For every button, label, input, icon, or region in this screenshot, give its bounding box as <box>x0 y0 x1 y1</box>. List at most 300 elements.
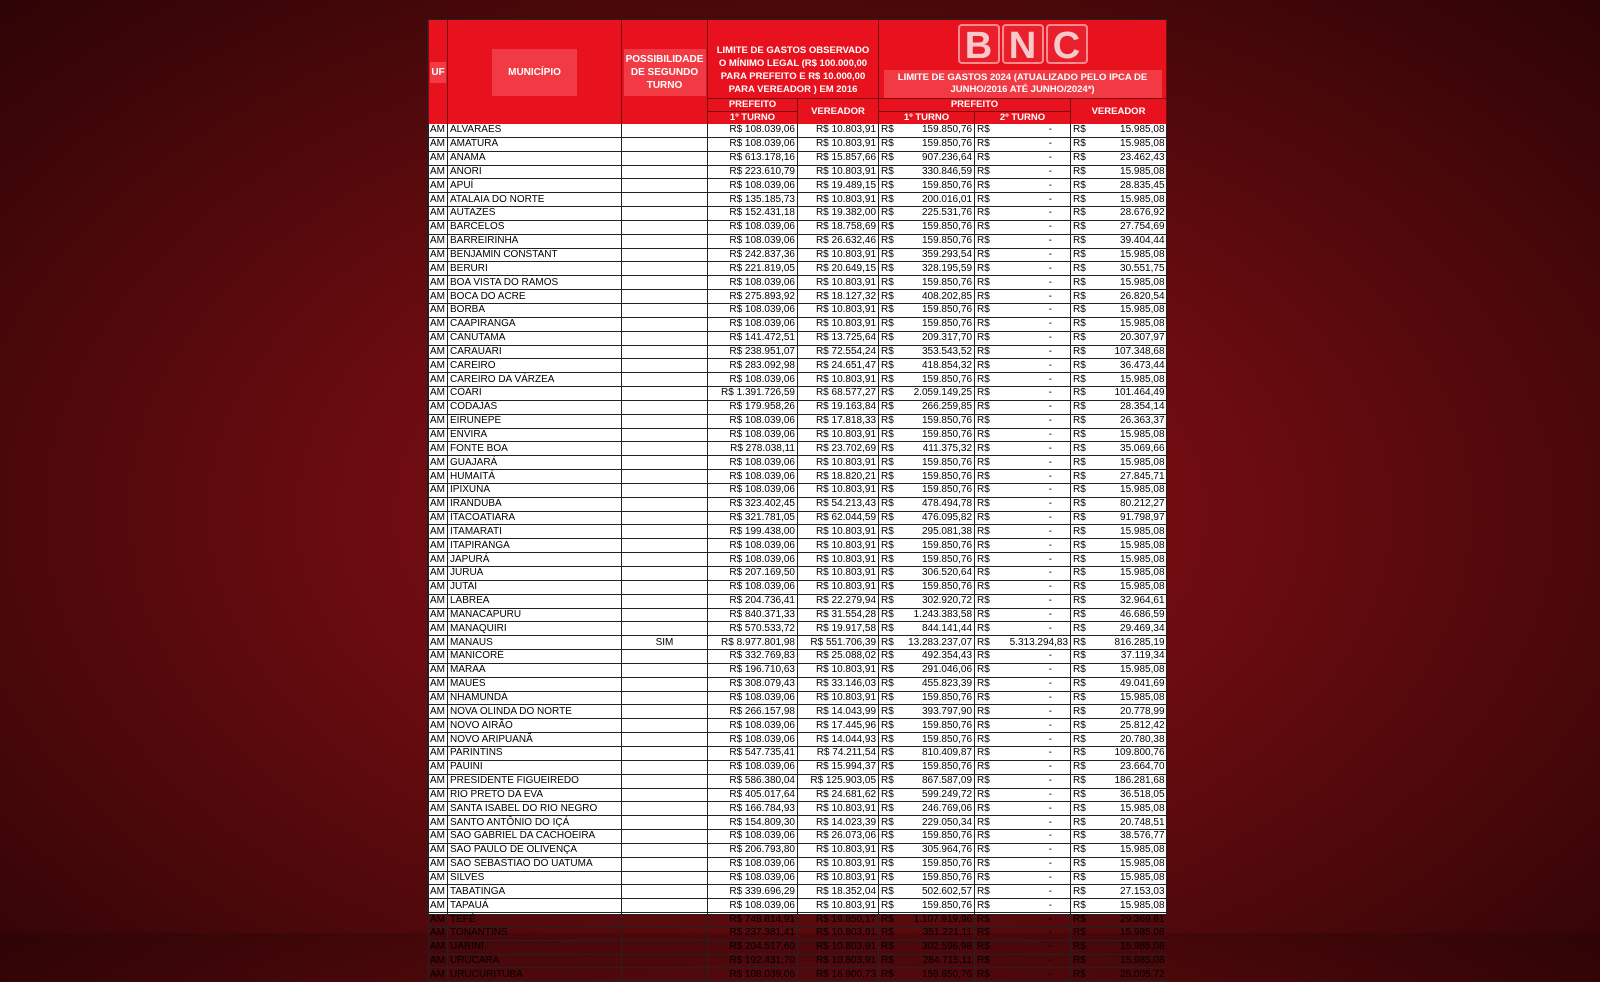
cell-municipio: LÁBREA <box>448 594 622 608</box>
cell-prefeito-turno2-2024: - <box>995 733 1071 747</box>
header-prefeito-2024: PREFEITO <box>879 99 1071 112</box>
cell-vereador-2024: 49.041,69 <box>1091 677 1167 691</box>
cell-uf: AM <box>429 705 448 719</box>
cell-currency: R$ <box>975 954 995 968</box>
cell-vereador-2024: 29.369,61 <box>1091 913 1167 927</box>
cell-vereador-2024: 32.964,61 <box>1091 594 1167 608</box>
cell-vereador-2024: 15.985,08 <box>1091 691 1167 705</box>
cell-currency: R$ <box>975 857 995 871</box>
table-row <box>429 400 1167 414</box>
cell-currency: R$ <box>879 622 899 636</box>
cell-uf: AM <box>429 345 448 359</box>
cell-uf: AM <box>429 234 448 248</box>
cell-currency: R$ <box>1071 830 1091 844</box>
cell-prefeito-turno2-2024: - <box>995 303 1071 317</box>
cell-currency: R$ <box>1071 705 1091 719</box>
table-row <box>429 511 1167 525</box>
cell-vereador-2024: 23.664,70 <box>1091 760 1167 774</box>
table-body <box>429 124 1167 982</box>
cell-currency: R$ <box>975 663 995 677</box>
cell-segundo-turno <box>622 830 708 844</box>
cell-currency: R$ <box>1071 220 1091 234</box>
cell-municipio: COARI <box>448 387 622 401</box>
cell-prefeito-2016: R$ 108.039,06 <box>708 179 798 193</box>
cell-prefeito-turno1-2024: 284.715,11 <box>899 954 975 968</box>
cell-vereador-2016: R$ 19.850,17 <box>798 913 879 927</box>
table-row <box>429 553 1167 567</box>
cell-currency: R$ <box>1071 290 1091 304</box>
cell-vereador-2016: R$ 10.803,91 <box>798 802 879 816</box>
cell-vereador-2016: R$ 19.917,58 <box>798 622 879 636</box>
cell-vereador-2024: 20.307,97 <box>1091 331 1167 345</box>
cell-segundo-turno <box>622 124 708 137</box>
cell-vereador-2024: 25.005,72 <box>1091 968 1167 982</box>
table-header <box>429 20 1167 124</box>
cell-municipio: MAUÉS <box>448 677 622 691</box>
header-segundo-turno: POSSIBILIDADE DE SEGUNDO TURNO <box>622 20 708 124</box>
table-row <box>429 303 1167 317</box>
cell-uf: AM <box>429 580 448 594</box>
cell-prefeito-2016: R$ 108.039,06 <box>708 857 798 871</box>
cell-segundo-turno <box>622 567 708 581</box>
cell-segundo-turno <box>622 400 708 414</box>
cell-currency: R$ <box>1071 303 1091 317</box>
cell-vereador-2016: R$ 17.818,33 <box>798 414 879 428</box>
cell-prefeito-2016: R$ 108.039,06 <box>708 303 798 317</box>
cell-currency: R$ <box>1071 594 1091 608</box>
cell-prefeito-turno2-2024: - <box>995 843 1071 857</box>
cell-prefeito-turno2-2024: - <box>995 151 1071 165</box>
cell-vereador-2016: R$ 24.651,47 <box>798 359 879 373</box>
table-row <box>429 816 1167 830</box>
cell-vereador-2024: 15.985,08 <box>1091 456 1167 470</box>
table-row <box>429 151 1167 165</box>
cell-vereador-2016: R$ 10.803,91 <box>798 525 879 539</box>
cell-vereador-2024: 30.551,75 <box>1091 262 1167 276</box>
cell-currency: R$ <box>1071 857 1091 871</box>
cell-vereador-2016: R$ 22.279,94 <box>798 594 879 608</box>
cell-vereador-2016: R$ 72.554,24 <box>798 345 879 359</box>
cell-uf: AM <box>429 248 448 262</box>
cell-prefeito-turno1-2024: 200.016,01 <box>899 193 975 207</box>
cell-vereador-2016: R$ 24.681,62 <box>798 788 879 802</box>
table-row <box>429 290 1167 304</box>
cell-municipio: CANUTAMA <box>448 331 622 345</box>
cell-currency: R$ <box>975 691 995 705</box>
cell-segundo-turno <box>622 317 708 331</box>
cell-vereador-2016: R$ 125.903,05 <box>798 774 879 788</box>
cell-currency: R$ <box>975 331 995 345</box>
cell-municipio: TONANTINS <box>448 926 622 940</box>
cell-municipio: BOCA DO ACRE <box>448 290 622 304</box>
cell-currency: R$ <box>879 137 899 151</box>
cell-prefeito-turno1-2024: 159.850,76 <box>899 553 975 567</box>
cell-prefeito-turno1-2024: 159.850,76 <box>899 276 975 290</box>
cell-currency: R$ <box>879 553 899 567</box>
cell-currency: R$ <box>975 483 995 497</box>
cell-vereador-2016: R$ 26.073,06 <box>798 830 879 844</box>
cell-vereador-2024: 26.820,54 <box>1091 290 1167 304</box>
cell-currency: R$ <box>1071 843 1091 857</box>
cell-currency: R$ <box>879 650 899 664</box>
cell-municipio: APUÍ <box>448 179 622 193</box>
cell-prefeito-turno1-2024: 159.850,76 <box>899 303 975 317</box>
cell-uf: AM <box>429 303 448 317</box>
cell-segundo-turno <box>622 553 708 567</box>
cell-prefeito-turno1-2024: 810.409,87 <box>899 746 975 760</box>
cell-prefeito-turno1-2024: 159.850,76 <box>899 414 975 428</box>
table-row <box>429 622 1167 636</box>
cell-prefeito-turno1-2024: 159.850,76 <box>899 733 975 747</box>
cell-vereador-2016: R$ 10.803,91 <box>798 580 879 594</box>
cell-currency: R$ <box>879 802 899 816</box>
cell-prefeito-turno2-2024: - <box>995 414 1071 428</box>
cell-prefeito-2016: R$ 108.039,06 <box>708 124 798 137</box>
table-row <box>429 442 1167 456</box>
cell-prefeito-2016: R$ 275.893,92 <box>708 290 798 304</box>
cell-prefeito-2016: R$ 1.391.726,59 <box>708 387 798 401</box>
cell-segundo-turno <box>622 359 708 373</box>
cell-currency: R$ <box>879 594 899 608</box>
cell-municipio: PAUINI <box>448 760 622 774</box>
cell-currency: R$ <box>975 802 995 816</box>
table-row <box>429 317 1167 331</box>
cell-prefeito-turno1-2024: 159.850,76 <box>899 234 975 248</box>
cell-currency: R$ <box>1071 193 1091 207</box>
table-row <box>429 857 1167 871</box>
cell-prefeito-turno2-2024: - <box>995 802 1071 816</box>
cell-prefeito-turno1-2024: 159.850,76 <box>899 456 975 470</box>
cell-vereador-2016: R$ 10.803,91 <box>798 276 879 290</box>
cell-currency: R$ <box>879 456 899 470</box>
cell-uf: AM <box>429 124 448 137</box>
cell-prefeito-turno1-2024: 353.543,52 <box>899 345 975 359</box>
table-row <box>429 954 1167 968</box>
cell-currency: R$ <box>879 580 899 594</box>
cell-prefeito-turno1-2024: 159.850,76 <box>899 179 975 193</box>
cell-prefeito-turno1-2024: 408.202,85 <box>899 290 975 304</box>
cell-currency: R$ <box>975 636 995 650</box>
cell-currency: R$ <box>975 470 995 484</box>
cell-prefeito-turno2-2024: 5.313.294,83 <box>995 636 1071 650</box>
cell-vereador-2024: 27.754,69 <box>1091 220 1167 234</box>
cell-currency: R$ <box>879 746 899 760</box>
cell-vereador-2016: R$ 62.044,59 <box>798 511 879 525</box>
cell-vereador-2016: R$ 18.758,69 <box>798 220 879 234</box>
table-row <box>429 719 1167 733</box>
cell-prefeito-2016: R$ 223.610,79 <box>708 165 798 179</box>
cell-vereador-2024: 27.845,71 <box>1091 470 1167 484</box>
cell-currency: R$ <box>975 456 995 470</box>
cell-uf: AM <box>429 594 448 608</box>
cell-currency: R$ <box>879 220 899 234</box>
table-row <box>429 830 1167 844</box>
cell-prefeito-turno1-2024: 159.850,76 <box>899 428 975 442</box>
cell-prefeito-turno2-2024: - <box>995 567 1071 581</box>
cell-prefeito-turno1-2024: 351.221,11 <box>899 926 975 940</box>
cell-prefeito-turno2-2024: - <box>995 456 1071 470</box>
cell-vereador-2024: 28.835,45 <box>1091 179 1167 193</box>
cell-municipio: IPIXUNA <box>448 483 622 497</box>
table-row <box>429 262 1167 276</box>
cell-uf: AM <box>429 387 448 401</box>
cell-municipio: URUCARÁ <box>448 954 622 968</box>
table-row <box>429 345 1167 359</box>
cell-currency: R$ <box>1071 359 1091 373</box>
cell-segundo-turno <box>622 926 708 940</box>
cell-prefeito-turno2-2024: - <box>995 262 1071 276</box>
cell-uf: AM <box>429 137 448 151</box>
cell-prefeito-turno1-2024: 159.850,76 <box>899 124 975 137</box>
cell-segundo-turno <box>622 262 708 276</box>
cell-currency: R$ <box>879 733 899 747</box>
cell-segundo-turno <box>622 470 708 484</box>
cell-vereador-2024: 15.985,08 <box>1091 124 1167 137</box>
cell-vereador-2024: 107.348,68 <box>1091 345 1167 359</box>
cell-segundo-turno <box>622 594 708 608</box>
cell-prefeito-2016: R$ 840.371,33 <box>708 608 798 622</box>
cell-currency: R$ <box>879 331 899 345</box>
cell-segundo-turno <box>622 885 708 899</box>
cell-currency: R$ <box>1071 940 1091 954</box>
cell-currency: R$ <box>879 497 899 511</box>
cell-currency: R$ <box>975 871 995 885</box>
cell-vereador-2024: 15.985,08 <box>1091 483 1167 497</box>
cell-prefeito-turno1-2024: 867.587,09 <box>899 774 975 788</box>
cell-vereador-2024: 15.985,08 <box>1091 843 1167 857</box>
cell-municipio: MARAÃ <box>448 663 622 677</box>
cell-currency: R$ <box>879 414 899 428</box>
cell-vereador-2016: R$ 54.213,43 <box>798 497 879 511</box>
cell-segundo-turno <box>622 151 708 165</box>
cell-vereador-2024: 23.462,43 <box>1091 151 1167 165</box>
cell-vereador-2016: R$ 19.382,00 <box>798 207 879 221</box>
cell-prefeito-turno2-2024: - <box>995 650 1071 664</box>
header-prefeito-2016: PREFEITO <box>708 99 798 112</box>
cell-segundo-turno <box>622 677 708 691</box>
cell-prefeito-turno1-2024: 455.823,39 <box>899 677 975 691</box>
cell-currency: R$ <box>975 124 995 137</box>
cell-prefeito-2016: R$ 339.696,29 <box>708 885 798 899</box>
cell-vereador-2016: R$ 31.554,28 <box>798 608 879 622</box>
cell-prefeito-2016: R$ 166.784,93 <box>708 802 798 816</box>
cell-prefeito-turno1-2024: 159.850,76 <box>899 857 975 871</box>
cell-prefeito-2016: R$ 141.472,51 <box>708 331 798 345</box>
cell-currency: R$ <box>975 234 995 248</box>
header-turno1-2024: 1º TURNO <box>879 112 975 125</box>
cell-prefeito-2016: R$ 204.517,60 <box>708 940 798 954</box>
cell-prefeito-turno1-2024: 159.850,76 <box>899 719 975 733</box>
cell-currency: R$ <box>1071 442 1091 456</box>
cell-municipio: ENVIRA <box>448 428 622 442</box>
cell-vereador-2024: 38.576,77 <box>1091 830 1167 844</box>
table-row <box>429 428 1167 442</box>
cell-currency: R$ <box>975 414 995 428</box>
table-row <box>429 705 1167 719</box>
cell-uf: AM <box>429 760 448 774</box>
cell-vereador-2016: R$ 10.803,91 <box>798 567 879 581</box>
spending-limits-table-sheet <box>427 19 1167 980</box>
cell-uf: AM <box>429 774 448 788</box>
cell-prefeito-turno2-2024: - <box>995 940 1071 954</box>
table-row <box>429 359 1167 373</box>
cell-currency: R$ <box>1071 567 1091 581</box>
cell-prefeito-2016: R$ 206.793,80 <box>708 843 798 857</box>
table-row <box>429 899 1167 913</box>
cell-prefeito-turno1-2024: 159.850,76 <box>899 899 975 913</box>
cell-prefeito-turno1-2024: 418.854,32 <box>899 359 975 373</box>
cell-currency: R$ <box>1071 650 1091 664</box>
cell-prefeito-2016: R$ 108.039,06 <box>708 317 798 331</box>
cell-segundo-turno <box>622 940 708 954</box>
cell-municipio: ITAMARATI <box>448 525 622 539</box>
table-row <box>429 248 1167 262</box>
cell-vereador-2016: R$ 10.803,91 <box>798 663 879 677</box>
cell-currency: R$ <box>1071 899 1091 913</box>
cell-currency: R$ <box>1071 760 1091 774</box>
cell-uf: AM <box>429 276 448 290</box>
cell-vereador-2016: R$ 33.146,03 <box>798 677 879 691</box>
cell-currency: R$ <box>1071 802 1091 816</box>
cell-segundo-turno <box>622 428 708 442</box>
cell-currency: R$ <box>879 483 899 497</box>
cell-vereador-2024: 15.985,08 <box>1091 137 1167 151</box>
cell-currency: R$ <box>975 677 995 691</box>
cell-currency: R$ <box>879 511 899 525</box>
cell-currency: R$ <box>1071 414 1091 428</box>
cell-segundo-turno <box>622 345 708 359</box>
cell-uf: AM <box>429 871 448 885</box>
cell-municipio: HUMAITÁ <box>448 470 622 484</box>
cell-prefeito-2016: R$ 221.819,05 <box>708 262 798 276</box>
cell-prefeito-turno1-2024: 159.850,76 <box>899 483 975 497</box>
cell-uf: AM <box>429 373 448 387</box>
cell-segundo-turno <box>622 193 708 207</box>
cell-currency: R$ <box>975 885 995 899</box>
cell-prefeito-turno2-2024: - <box>995 428 1071 442</box>
cell-vereador-2024: 109.800,76 <box>1091 746 1167 760</box>
cell-segundo-turno <box>622 871 708 885</box>
table-row <box>429 414 1167 428</box>
cell-currency: R$ <box>975 193 995 207</box>
cell-municipio: ANORI <box>448 165 622 179</box>
cell-prefeito-turno1-2024: 305.964,76 <box>899 843 975 857</box>
cell-currency: R$ <box>1071 165 1091 179</box>
cell-currency: R$ <box>975 843 995 857</box>
cell-municipio: SILVES <box>448 871 622 885</box>
cell-currency: R$ <box>975 151 995 165</box>
cell-uf: AM <box>429 954 448 968</box>
cell-currency: R$ <box>879 885 899 899</box>
cell-segundo-turno <box>622 705 708 719</box>
cell-uf: AM <box>429 857 448 871</box>
cell-currency: R$ <box>975 705 995 719</box>
cell-currency: R$ <box>879 677 899 691</box>
cell-currency: R$ <box>1071 733 1091 747</box>
cell-currency: R$ <box>879 788 899 802</box>
cell-prefeito-turno2-2024: - <box>995 663 1071 677</box>
table-row <box>429 124 1167 137</box>
cell-uf: AM <box>429 968 448 982</box>
cell-uf: AM <box>429 511 448 525</box>
cell-currency: R$ <box>975 940 995 954</box>
cell-currency: R$ <box>879 193 899 207</box>
table-row <box>429 276 1167 290</box>
table-row <box>429 193 1167 207</box>
cell-currency: R$ <box>1071 677 1091 691</box>
cell-municipio: NOVO ARIPUANÃ <box>448 733 622 747</box>
cell-prefeito-2016: R$ 108.039,06 <box>708 968 798 982</box>
cell-prefeito-turno2-2024: - <box>995 913 1071 927</box>
cell-prefeito-turno1-2024: 13.283.237,07 <box>899 636 975 650</box>
cell-currency: R$ <box>1071 525 1091 539</box>
cell-prefeito-turno1-2024: 302.920,72 <box>899 594 975 608</box>
cell-currency: R$ <box>1071 387 1091 401</box>
cell-currency: R$ <box>1071 580 1091 594</box>
cell-prefeito-turno2-2024: - <box>995 816 1071 830</box>
cell-prefeito-turno1-2024: 502.602,57 <box>899 885 975 899</box>
table-row <box>429 774 1167 788</box>
cell-prefeito-turno2-2024: - <box>995 442 1071 456</box>
cell-prefeito-2016: R$ 323.402,45 <box>708 497 798 511</box>
cell-segundo-turno <box>622 276 708 290</box>
cell-vereador-2016: R$ 10.803,91 <box>798 843 879 857</box>
cell-uf: AM <box>429 428 448 442</box>
cell-prefeito-turno1-2024: 159.850,76 <box>899 317 975 331</box>
cell-prefeito-turno2-2024: - <box>995 248 1071 262</box>
cell-prefeito-turno1-2024: 306.520,64 <box>899 567 975 581</box>
table-row <box>429 594 1167 608</box>
cell-currency: R$ <box>1071 553 1091 567</box>
cell-uf: AM <box>429 414 448 428</box>
cell-prefeito-turno1-2024: 907.236,64 <box>899 151 975 165</box>
cell-currency: R$ <box>879 899 899 913</box>
cell-currency: R$ <box>879 705 899 719</box>
cell-currency: R$ <box>879 359 899 373</box>
cell-segundo-turno <box>622 968 708 982</box>
cell-prefeito-2016: R$ 570.533,72 <box>708 622 798 636</box>
cell-currency: R$ <box>879 151 899 165</box>
cell-prefeito-turno2-2024: - <box>995 968 1071 982</box>
cell-prefeito-turno1-2024: 159.850,76 <box>899 760 975 774</box>
cell-municipio: PARINTINS <box>448 746 622 760</box>
cell-currency: R$ <box>975 290 995 304</box>
cell-prefeito-2016: R$ 242.837,36 <box>708 248 798 262</box>
cell-prefeito-turno2-2024: - <box>995 276 1071 290</box>
cell-prefeito-turno1-2024: 411.375,32 <box>899 442 975 456</box>
table-row <box>429 483 1167 497</box>
cell-uf: AM <box>429 400 448 414</box>
cell-prefeito-turno1-2024: 1.243.383,58 <box>899 608 975 622</box>
cell-vereador-2024: 15.985,08 <box>1091 802 1167 816</box>
cell-vereador-2024: 15.985,08 <box>1091 276 1167 290</box>
cell-municipio: NOVO AIRÃO <box>448 719 622 733</box>
cell-uf: AM <box>429 913 448 927</box>
cell-uf: AM <box>429 608 448 622</box>
cell-municipio: BOA VISTA DO RAMOS <box>448 276 622 290</box>
cell-uf: AM <box>429 691 448 705</box>
cell-prefeito-turno2-2024: - <box>995 622 1071 636</box>
cell-vereador-2024: 36.473,44 <box>1091 359 1167 373</box>
cell-prefeito-2016: R$ 278.038,11 <box>708 442 798 456</box>
cell-currency: R$ <box>975 387 995 401</box>
cell-currency: R$ <box>975 303 995 317</box>
cell-uf: AM <box>429 802 448 816</box>
cell-municipio: CARAUARI <box>448 345 622 359</box>
table-row <box>429 387 1167 401</box>
cell-segundo-turno <box>622 414 708 428</box>
cell-currency: R$ <box>879 968 899 982</box>
